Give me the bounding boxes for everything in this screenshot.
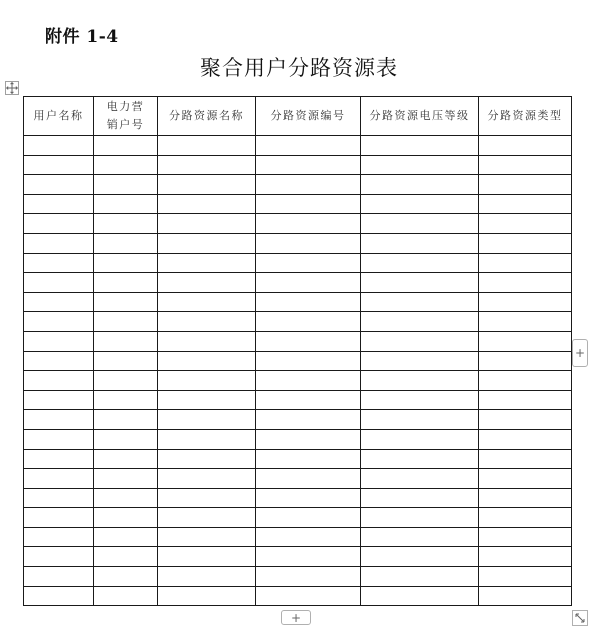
table-cell[interactable] [94,331,158,351]
table-cell[interactable] [158,410,256,430]
table-cell[interactable] [256,371,361,391]
table-cell[interactable] [361,214,479,234]
table-cell[interactable] [158,136,256,156]
table-cell[interactable] [158,371,256,391]
table-cell[interactable] [158,331,256,351]
table-cell[interactable] [361,508,479,528]
header-row [24,97,572,136]
table-cell[interactable] [24,469,94,489]
table-cell[interactable] [479,488,572,508]
table-row [24,312,572,332]
page-title: 聚合用户分路资源表 [200,56,398,80]
table-cell[interactable] [361,351,479,371]
table-cell[interactable] [94,371,158,391]
table-cell[interactable] [158,390,256,410]
table-cell[interactable] [94,449,158,469]
table-row [24,292,572,312]
table-cell[interactable] [256,273,361,293]
table-cell[interactable] [479,155,572,175]
table-cell[interactable] [94,194,158,214]
table-cell[interactable] [24,351,94,371]
table-cell[interactable] [479,371,572,391]
table-cell[interactable] [361,547,479,567]
table-cell[interactable] [256,469,361,489]
header-account-number-line1: 电力营 [106,100,145,113]
table-cell[interactable] [24,194,94,214]
header-branch-name[interactable]: 分路资源名称 [158,97,256,136]
table-cell[interactable] [256,508,361,528]
table-cell[interactable] [256,136,361,156]
table-cell[interactable] [24,410,94,430]
table-cell[interactable] [256,155,361,175]
table-cell[interactable] [479,273,572,293]
table-cell[interactable] [361,488,479,508]
table-cell[interactable] [361,194,479,214]
resize-arrows-icon [574,612,586,624]
table-cell[interactable] [256,410,361,430]
attachment-label: 附件 1-4 [45,27,119,47]
table-cell[interactable] [158,449,256,469]
table-cell[interactable] [361,312,479,332]
table-cell[interactable] [256,233,361,253]
table-cell[interactable] [361,136,479,156]
table-cell[interactable] [158,233,256,253]
table-cell[interactable] [361,155,479,175]
table-cell[interactable] [256,214,361,234]
table-row [24,488,572,508]
table-cell[interactable] [256,586,361,606]
table-cell[interactable] [158,175,256,195]
table-cell[interactable] [94,292,158,312]
table-cell[interactable] [24,292,94,312]
table-cell[interactable] [256,390,361,410]
table-cell[interactable] [158,508,256,528]
table-cell[interactable] [361,429,479,449]
table-cell[interactable] [361,253,479,273]
header-branch-id[interactable]: 分路资源编号 [256,97,361,136]
table-cell[interactable] [361,371,479,391]
table-cell[interactable] [24,547,94,567]
table-cell[interactable] [361,567,479,587]
table-cell[interactable] [256,194,361,214]
table-cell[interactable] [256,429,361,449]
table-cell[interactable] [24,273,94,293]
table-row [24,508,572,528]
table-cell[interactable] [94,273,158,293]
table-cell[interactable] [24,567,94,587]
resize-diagonal-icon[interactable] [572,610,588,626]
table-cell[interactable] [94,508,158,528]
table-cell[interactable] [158,488,256,508]
table-cell[interactable] [256,488,361,508]
table-row [24,527,572,547]
table-cell[interactable] [256,253,361,273]
table-row [24,194,572,214]
table-cell[interactable] [24,429,94,449]
table-cell[interactable] [24,508,94,528]
table-row [24,469,572,489]
table-cell[interactable] [94,351,158,371]
table-cell[interactable] [479,508,572,528]
table-row [24,429,572,449]
table-cell[interactable] [94,155,158,175]
table-cell[interactable] [479,331,572,351]
table-cell[interactable] [479,351,572,371]
table-cell[interactable] [479,390,572,410]
table-cell[interactable] [24,136,94,156]
table-cell[interactable] [94,233,158,253]
table-cell[interactable] [24,371,94,391]
table-cell[interactable] [361,469,479,489]
table-cell[interactable] [158,429,256,449]
move-icon[interactable] [5,81,19,95]
table-cell[interactable] [479,175,572,195]
table-row [24,410,572,430]
table-cell[interactable] [479,292,572,312]
table-cell[interactable] [256,449,361,469]
table-cell[interactable] [479,449,572,469]
table-row [24,547,572,567]
table-row [24,351,572,371]
table-cell[interactable] [158,273,256,293]
table-cell[interactable] [361,586,479,606]
table-cell[interactable] [361,233,479,253]
table-row [24,567,572,587]
table-cell[interactable] [256,547,361,567]
table-row [24,586,572,606]
table-cell[interactable] [24,449,94,469]
table-row [24,371,572,391]
table-row [24,331,572,351]
table-cell[interactable] [24,527,94,547]
table-row [24,155,572,175]
table-body [24,136,572,606]
header-user-name[interactable]: 用户名称 [24,97,94,136]
table-cell[interactable] [158,351,256,371]
table-cell[interactable] [479,410,572,430]
move-arrows-icon [6,82,18,94]
table-cell[interactable] [94,469,158,489]
table-cell[interactable] [24,586,94,606]
table-cell[interactable] [479,547,572,567]
add-column-button[interactable]: + [572,339,588,367]
table-cell[interactable] [94,410,158,430]
table-cell[interactable] [256,331,361,351]
table-cell[interactable] [158,527,256,547]
table-cell[interactable] [479,214,572,234]
table-cell[interactable] [94,312,158,332]
table-cell[interactable] [94,175,158,195]
table-cell[interactable] [24,390,94,410]
table-cell[interactable] [94,214,158,234]
table-cell[interactable] [256,292,361,312]
add-row-button[interactable]: + [281,610,311,625]
table-cell[interactable] [158,155,256,175]
header-account-number[interactable] [94,97,158,136]
table-cell[interactable] [361,390,479,410]
table-cell[interactable] [256,175,361,195]
table-cell[interactable] [94,390,158,410]
table-cell[interactable] [158,469,256,489]
table-cell[interactable] [94,253,158,273]
table-cell[interactable] [24,312,94,332]
table-cell[interactable] [256,567,361,587]
table-cell[interactable] [158,312,256,332]
table-cell[interactable] [24,214,94,234]
table-cell[interactable] [479,136,572,156]
header-branch-type[interactable]: 分路资源类型 [479,97,572,136]
table-cell[interactable] [94,136,158,156]
table-cell[interactable] [158,253,256,273]
table-cell[interactable] [158,586,256,606]
table-cell[interactable] [158,214,256,234]
table-cell[interactable] [24,155,94,175]
table-row [24,449,572,469]
table-cell[interactable] [24,233,94,253]
table-cell[interactable] [479,429,572,449]
table-cell[interactable] [24,331,94,351]
table-cell[interactable] [158,194,256,214]
header-account-number-line2: 销户号 [106,118,145,131]
table-cell[interactable] [361,449,479,469]
table-cell[interactable] [361,527,479,547]
table-row [24,214,572,234]
table-cell[interactable] [94,527,158,547]
table-cell[interactable] [361,331,479,351]
table-cell[interactable] [158,547,256,567]
header-branch-voltage[interactable]: 分路资源电压等级 [361,97,479,136]
table-row [24,390,572,410]
table-cell[interactable] [158,292,256,312]
table-cell[interactable] [24,488,94,508]
table-cell[interactable] [256,351,361,371]
table-cell[interactable] [94,429,158,449]
table-cell[interactable] [479,527,572,547]
table-cell[interactable] [361,410,479,430]
table-cell[interactable] [158,567,256,587]
table-row [24,175,572,195]
table-cell[interactable] [256,527,361,547]
table-cell[interactable] [479,469,572,489]
table-cell[interactable] [361,292,479,312]
table-cell[interactable] [94,567,158,587]
table-cell[interactable] [479,567,572,587]
table-cell[interactable] [361,175,479,195]
table-cell[interactable] [94,547,158,567]
table-row [24,136,572,156]
table-cell[interactable] [24,253,94,273]
table-cell[interactable] [479,233,572,253]
table-cell[interactable] [24,175,94,195]
table-cell[interactable] [256,312,361,332]
table-cell[interactable] [479,312,572,332]
table-row [24,233,572,253]
table-cell[interactable] [94,488,158,508]
resource-table [23,96,572,606]
table-cell[interactable] [479,194,572,214]
table-row [24,253,572,273]
table-cell[interactable] [479,586,572,606]
table-cell[interactable] [361,273,479,293]
table-cell[interactable] [94,586,158,606]
table-cell[interactable] [479,253,572,273]
table-row [24,273,572,293]
